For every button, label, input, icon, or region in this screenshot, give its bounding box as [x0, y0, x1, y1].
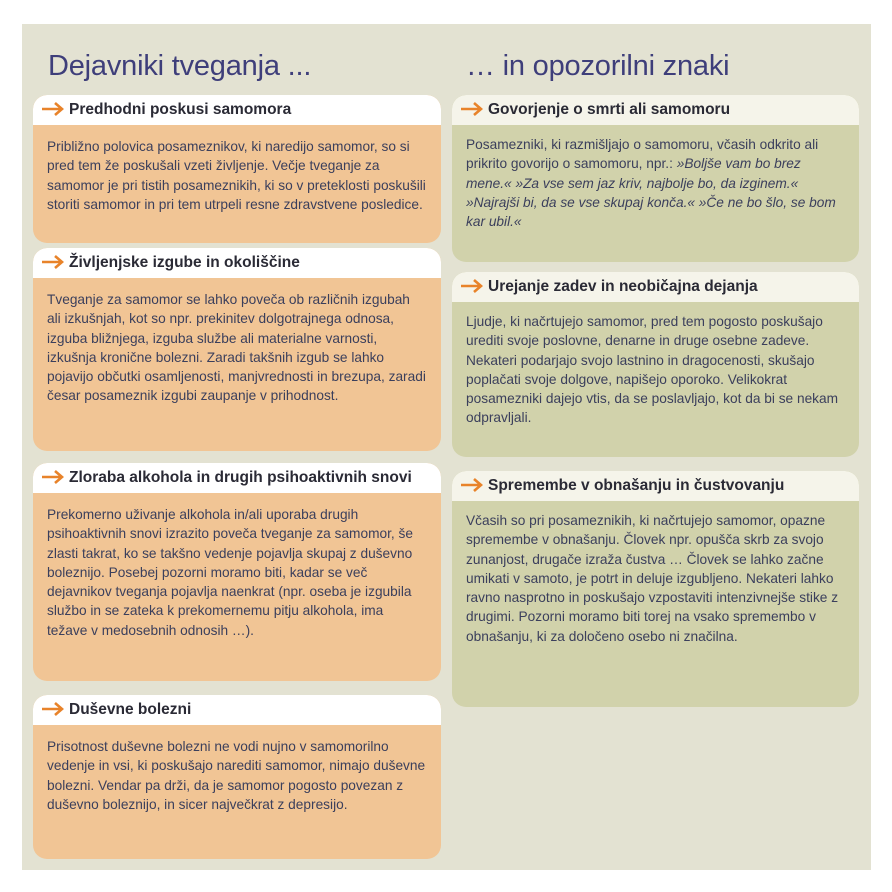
- card-title-text: Predhodni poskusi samomora: [69, 101, 292, 118]
- card-body-plain: Posamezniki, ki razmišljajo o samomoru, včasih odkrito ali prikrito govorijo o samomoru, npr.:: [466, 137, 819, 172]
- card-title-text: Urejanje zadev in neobičajna dejanja: [488, 278, 758, 295]
- card-title-text: Duševne bolezni: [69, 701, 192, 718]
- card-title: [33, 463, 441, 493]
- card-title-text: Življenjske izgube in okoliščine: [69, 254, 300, 271]
- card-title: [452, 272, 859, 302]
- arrow-right-icon: [41, 469, 65, 485]
- arrow-right-icon: [460, 278, 484, 294]
- card-body: Prisotnost duševne bolezni ne vodi nujno v samomorilno vedenje in vsi, ki poskušajo narediti samomor, nimajo duševne bolezni. Vendar pa drži, da je samomor pogosto povezan z duševno boleznijo, in sicer največkrat z depresijo.: [47, 739, 426, 812]
- card-title-text: Govorjenje o smrti ali samomoru: [488, 101, 731, 118]
- card-previous-attempts: [33, 95, 441, 243]
- card-life-losses: [33, 248, 441, 451]
- arrow-right-icon: [460, 477, 484, 493]
- arrow-right-icon: [460, 101, 484, 117]
- risk-factors-heading: Dejavniki tveganja ...: [48, 50, 312, 82]
- card-title-text: Zloraba alkohola in drugih psihoaktivnih snovi: [69, 469, 412, 486]
- card-body: Približno polovica posameznikov, ki naredijo samomor, so si pred tem že poskušali vzeti življenje. Večje tveganje za samomor je pri tistih posameznikih, ki so v preteklosti poskušili storiti samomor in pri tem utrpeli resne zdravstvene posledice.: [47, 139, 426, 212]
- card-title: [452, 471, 859, 501]
- card-body: Tveganje za samomor se lahko poveča ob različnih izgubah ali izkušnjah, kot so npr. prekinitev dolgotrajnega odnosa, izguba bližnjega, izguba službe ali materialne varnosti, izkušnja kronične bolezni. Zaradi takšnih izgub se lahko pojavijo občutki osamljenosti, manjvrednosti in brezupa, zaradi česar posameznik izgubi zaupanje v prihodnost.: [47, 292, 426, 404]
- card-mental-illness: [33, 695, 441, 859]
- arrow-right-icon: [41, 701, 65, 717]
- card-title: [33, 95, 441, 125]
- card-behavior-changes: [452, 471, 859, 707]
- card-body: [452, 125, 859, 241]
- card-body: Prekomerno uživanje alkohola in/ali uporaba drugih psihoaktivnih snovi izrazito poveča tveganje za samomor, še zlasti takrat, ko se takšno vedenje pojavlja skupaj z duševno boleznijo. Posebej pozorni moramo biti, kadar se več dejavnikov tveganja pojavlja naenkrat (npr. oseba je izgubila službo in se zateka k prekomernemu pitju alkohola, ima težave v medosebnih odnosih …).: [47, 507, 413, 638]
- card-title-text: Spremembe v obnašanju in čustvovanju: [488, 477, 785, 494]
- card-body-quotes: »Boljše vam bo brez mene.« »Za vse sem jaz kriv, najbolje bo, da izginem.« »Najrajši bi, da se vse skupaj konča.« »Če ne bo šlo, se bom kar ubil.«: [466, 156, 836, 230]
- card-body: Ljudje, ki načrtujejo samomor, pred tem pogosto poskušajo urediti svoje poslovne, denarne in druge osebne zadeve. Nekateri podarjajo svojo lastnino in dragocenosti, skušajo poplačati svoje dolgove, napišejo oporoko. Velikokrat posamezniki dajejo vtis, da se poslavljajo, kot da bi se nekam odpravljali.: [466, 314, 839, 426]
- card-settling-affairs: [452, 272, 859, 457]
- arrow-right-icon: [41, 254, 65, 270]
- card-talking-about-death: [452, 95, 859, 262]
- card-title: [33, 248, 441, 278]
- warning-signs-heading: … in opozorilni znaki: [466, 50, 730, 82]
- card-title: [33, 695, 441, 725]
- arrow-right-icon: [41, 101, 65, 117]
- card-title: [452, 95, 859, 125]
- card-substance-abuse: [33, 463, 441, 681]
- card-body: Včasih so pri posameznikih, ki načrtujejo samomor, opazne spremembe v obnašanju. Človek npr. opušča skrb za svojo zunanjost, drugače izraža čustva … Človek se lahko začne umikati v samoto, je potrt in deluje izgubljeno. Nekateri lahko ravno nasprotno in poskušajo vzpostaviti intenzivnejše stike z drugimi. Pozorni moramo biti torej na vsako spremembo v obnašanju, ki za določeno osebo ni značilna.: [466, 513, 839, 644]
